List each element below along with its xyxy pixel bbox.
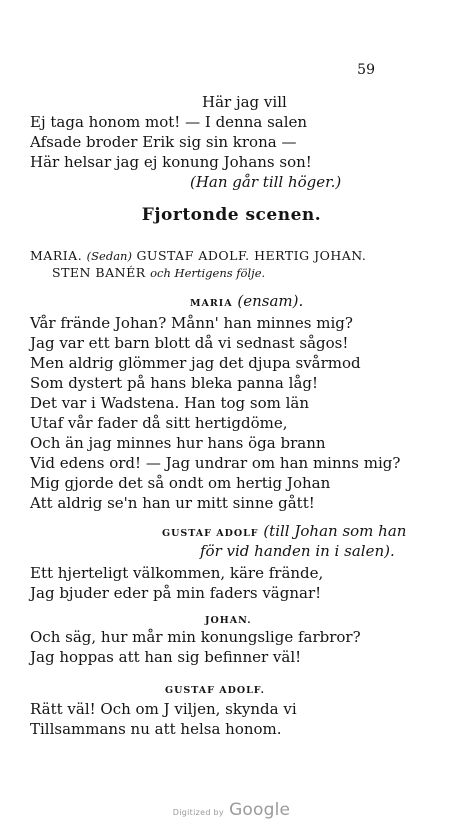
cast-list-line-2	[52, 264, 265, 282]
verse-line: Och än jag minnes hur hans öga brann	[30, 434, 326, 452]
verse-line: Här jag vill	[202, 93, 287, 111]
stage-direction: (ensam).	[237, 292, 304, 310]
speaker-name: GUSTAF ADOLF	[162, 528, 259, 539]
verse-line: Jag var ett barn blott då vi sednast sågos!	[30, 334, 349, 352]
cast-note: (Sedan)	[86, 249, 132, 263]
google-watermark	[0, 800, 463, 820]
page-number: 59	[357, 62, 375, 78]
verse-line: Rätt väl! Och om J viljen, skynda vi	[30, 700, 297, 718]
verse-line: Afsade broder Erik sig sin krona —	[30, 133, 297, 151]
verse-line: Som dystert på hans bleka panna låg!	[30, 374, 319, 392]
cast-note: och Hertigens följe.	[150, 266, 266, 280]
stage-direction: (till Johan som han	[263, 522, 407, 540]
verse-line: Men aldrig glömmer jag det djupa svårmod	[30, 354, 361, 372]
verse-line: Tillsammans nu att helsa honom.	[30, 720, 282, 738]
verse-line: Jag bjuder eder på min faders vägnar!	[30, 584, 322, 602]
speaker-name: MARIA	[190, 298, 233, 309]
verse-line: Och säg, hur mår min konungslige farbror?	[30, 628, 361, 646]
cast-list-line-1	[30, 247, 366, 265]
speaker-name: GUSTAF ADOLF.	[165, 685, 265, 696]
stage-direction: för vid handen in i salen).	[200, 542, 395, 560]
verse-line: Ej taga honom mot! — I denna salen	[30, 113, 308, 131]
scene-title: Fjortonde scenen.	[141, 205, 322, 225]
verse-line: Vid edens ord! — Jag undrar om han minns mig?	[30, 454, 401, 472]
verse-line: Jag hoppas att han sig befinner väl!	[30, 648, 302, 666]
verse-line: Här helsar jag ej konung Johans son!	[30, 153, 312, 171]
verse-line: Att aldrig se'n han ur mitt sinne gått!	[30, 494, 315, 512]
verse-line: Ett hjerteligt välkommen, käre frände,	[30, 564, 324, 582]
speaker-heading	[190, 292, 303, 313]
cast-name: GUSTAF ADOLF. HERTIG JOHAN.	[136, 248, 367, 263]
google-logo: Google	[229, 800, 291, 820]
cast-name: STEN BANÉR	[52, 265, 146, 280]
verse-line: Utaf vår fader då sitt hertigdöme,	[30, 414, 288, 432]
verse-line: Vår frände Johan? Månn' han minnes mig?	[30, 314, 353, 332]
verse-line: Det var i Wadstena. Han tog som län	[30, 394, 310, 412]
watermark-small-text: Digitized by	[172, 808, 224, 817]
cast-name: MARIA.	[30, 248, 83, 263]
speaker-heading	[162, 522, 406, 543]
verse-line: Mig gjorde det så ondt om hertig Johan	[30, 474, 331, 492]
speaker-name: JOHAN.	[205, 615, 252, 626]
stage-direction: (Han går till höger.)	[190, 173, 342, 191]
